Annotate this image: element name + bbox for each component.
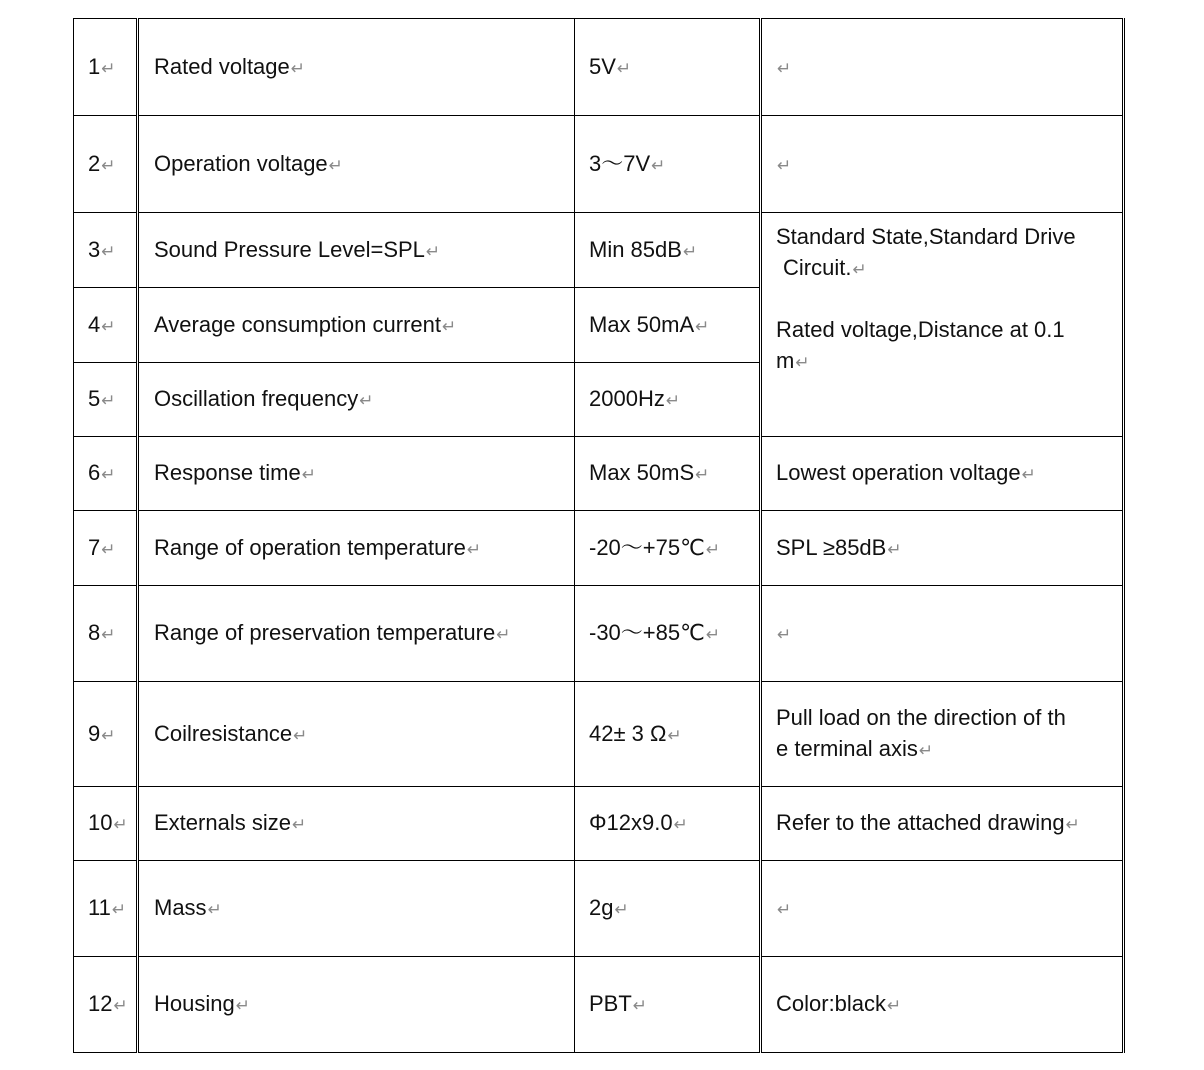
parameter-note: SPL ≥85dB↵ — [761, 511, 1124, 586]
paragraph-mark-icon: ↵ — [852, 260, 867, 279]
parameter-value: -30～+85℃↵ — [575, 586, 761, 682]
paragraph-mark-icon: ↵ — [111, 900, 127, 919]
paragraph-mark-icon: ↵ — [496, 625, 511, 644]
paragraph-mark-icon: ↵ — [887, 539, 902, 559]
parameter-name: Rated voltage↵ — [138, 19, 575, 116]
table-row — [74, 682, 1124, 787]
parameter-value: 2000Hz↵ — [575, 363, 761, 437]
parameter-value: 5V↵ — [575, 19, 761, 116]
parameter-name: Coilresistance↵ — [138, 682, 575, 787]
parameter-note: Pull load on the direction of th e terminal axis↵ — [761, 682, 1124, 787]
row-number: 8↵ — [74, 586, 138, 682]
paragraph-mark-icon: ↵ — [290, 58, 306, 78]
parameter-note — [761, 116, 1124, 213]
paragraph-mark-icon: ↵ — [101, 725, 116, 745]
parameter-note: Color:black↵ — [761, 957, 1124, 1053]
parameter-value: 2g↵ — [575, 861, 761, 957]
row-number: 3↵ — [74, 213, 138, 288]
paragraph-mark-icon: ↵ — [777, 155, 792, 175]
parameter-value: 42± 3 Ω↵ — [575, 682, 761, 787]
paragraph-mark-icon: ↵ — [328, 155, 343, 175]
paragraph-mark-icon: ↵ — [614, 900, 629, 919]
table-row — [74, 437, 1124, 511]
paragraph-mark-icon: ↵ — [918, 741, 934, 760]
paragraph-mark-icon: ↵ — [101, 539, 116, 559]
paragraph-mark-icon: ↵ — [359, 391, 374, 410]
paragraph-mark-icon: ↵ — [705, 625, 721, 644]
table-row — [74, 511, 1124, 586]
paragraph-mark-icon: ↵ — [1021, 465, 1036, 484]
paragraph-mark-icon: ↵ — [101, 625, 116, 644]
table-row — [74, 19, 1124, 116]
paragraph-mark-icon: ↵ — [101, 465, 116, 484]
table-row — [74, 213, 1124, 288]
parameter-name: Range of preservation temperature↵ — [138, 586, 575, 682]
parameter-note: Lowest operation voltage↵ — [761, 437, 1124, 511]
parameter-name: Average consumption current↵ — [138, 288, 575, 363]
paragraph-mark-icon: ↵ — [695, 316, 710, 336]
table-row — [74, 957, 1124, 1053]
paragraph-mark-icon: ↵ — [632, 996, 648, 1015]
specification-table — [73, 18, 1125, 1053]
paragraph-mark-icon: ↵ — [673, 815, 688, 834]
parameter-note — [761, 861, 1124, 957]
table-row — [74, 586, 1124, 682]
paragraph-mark-icon: ↵ — [795, 353, 810, 372]
row-number: 4↵ — [74, 288, 138, 363]
parameter-name: Externals size↵ — [138, 787, 575, 861]
parameter-value: 3～7V↵ — [575, 116, 761, 213]
paragraph-mark-icon: ↵ — [1065, 815, 1080, 834]
parameter-note — [761, 19, 1124, 116]
parameter-name: Sound Pressure Level=SPL↵ — [138, 213, 575, 288]
paragraph-mark-icon: ↵ — [101, 391, 116, 410]
paragraph-mark-icon: ↵ — [425, 241, 441, 261]
parameter-value: Max 50mA↵ — [575, 288, 761, 363]
paragraph-mark-icon: ↵ — [113, 996, 128, 1015]
parameter-value: Φ12x9.0↵ — [575, 787, 761, 861]
paragraph-mark-icon: ↵ — [101, 241, 116, 261]
paragraph-mark-icon: ↵ — [235, 996, 250, 1015]
paragraph-mark-icon: ↵ — [113, 815, 128, 834]
row-number: 2↵ — [74, 116, 138, 213]
paragraph-mark-icon: ↵ — [101, 316, 116, 336]
parameter-value: Max 50mS↵ — [575, 437, 761, 511]
row-number: 5↵ — [74, 363, 138, 437]
parameter-name: Oscillation frequency↵ — [138, 363, 575, 437]
paragraph-mark-icon: ↵ — [616, 58, 632, 78]
row-number: 12↵ — [74, 957, 138, 1053]
parameter-value: Min 85dB↵ — [575, 213, 761, 288]
table-row — [74, 787, 1124, 861]
paragraph-mark-icon: ↵ — [207, 900, 222, 919]
paragraph-mark-icon: ↵ — [291, 815, 307, 834]
table-row — [74, 861, 1124, 957]
paragraph-mark-icon: ↵ — [101, 58, 116, 78]
parameter-note-merged — [761, 213, 1124, 437]
row-number: 9↵ — [74, 682, 138, 787]
parameter-note — [761, 586, 1124, 682]
paragraph-mark-icon: ↵ — [651, 155, 666, 175]
row-number: 6↵ — [74, 437, 138, 511]
paragraph-mark-icon: ↵ — [777, 58, 792, 78]
row-number: 7↵ — [74, 511, 138, 586]
parameter-value: -20～+75℃↵ — [575, 511, 761, 586]
paragraph-mark-icon: ↵ — [665, 391, 681, 410]
row-number: 10↵ — [74, 787, 138, 861]
note-paragraph: Rated voltage,Distance at 0.1 m↵ — [776, 317, 1065, 373]
parameter-name: Range of operation temperature↵ — [138, 511, 575, 586]
paragraph-mark-icon: ↵ — [777, 900, 792, 919]
paragraph-mark-icon: ↵ — [682, 241, 698, 261]
row-number: 11↵ — [74, 861, 138, 957]
table-row — [74, 116, 1124, 213]
paragraph-mark-icon: ↵ — [695, 465, 710, 484]
parameter-name: Mass↵ — [138, 861, 575, 957]
paragraph-mark-icon: ↵ — [667, 725, 682, 745]
paragraph-mark-icon: ↵ — [705, 539, 721, 559]
parameter-note: Refer to the attached drawing↵ — [761, 787, 1124, 861]
parameter-value: PBT↵ — [575, 957, 761, 1053]
parameter-name: Housing↵ — [138, 957, 575, 1053]
paragraph-mark-icon: ↵ — [293, 725, 308, 745]
parameter-name: Operation voltage↵ — [138, 116, 575, 213]
paragraph-mark-icon: ↵ — [777, 625, 792, 644]
paragraph-mark-icon: ↵ — [441, 316, 457, 336]
note-paragraph: Standard State,Standard Drive Circuit.↵ — [776, 224, 1076, 280]
row-number: 1↵ — [74, 19, 138, 116]
paragraph-mark-icon: ↵ — [887, 996, 902, 1015]
paragraph-mark-icon: ↵ — [466, 539, 482, 559]
paragraph-mark-icon: ↵ — [301, 465, 316, 484]
paragraph-mark-icon: ↵ — [101, 155, 116, 175]
parameter-name: Response time↵ — [138, 437, 575, 511]
